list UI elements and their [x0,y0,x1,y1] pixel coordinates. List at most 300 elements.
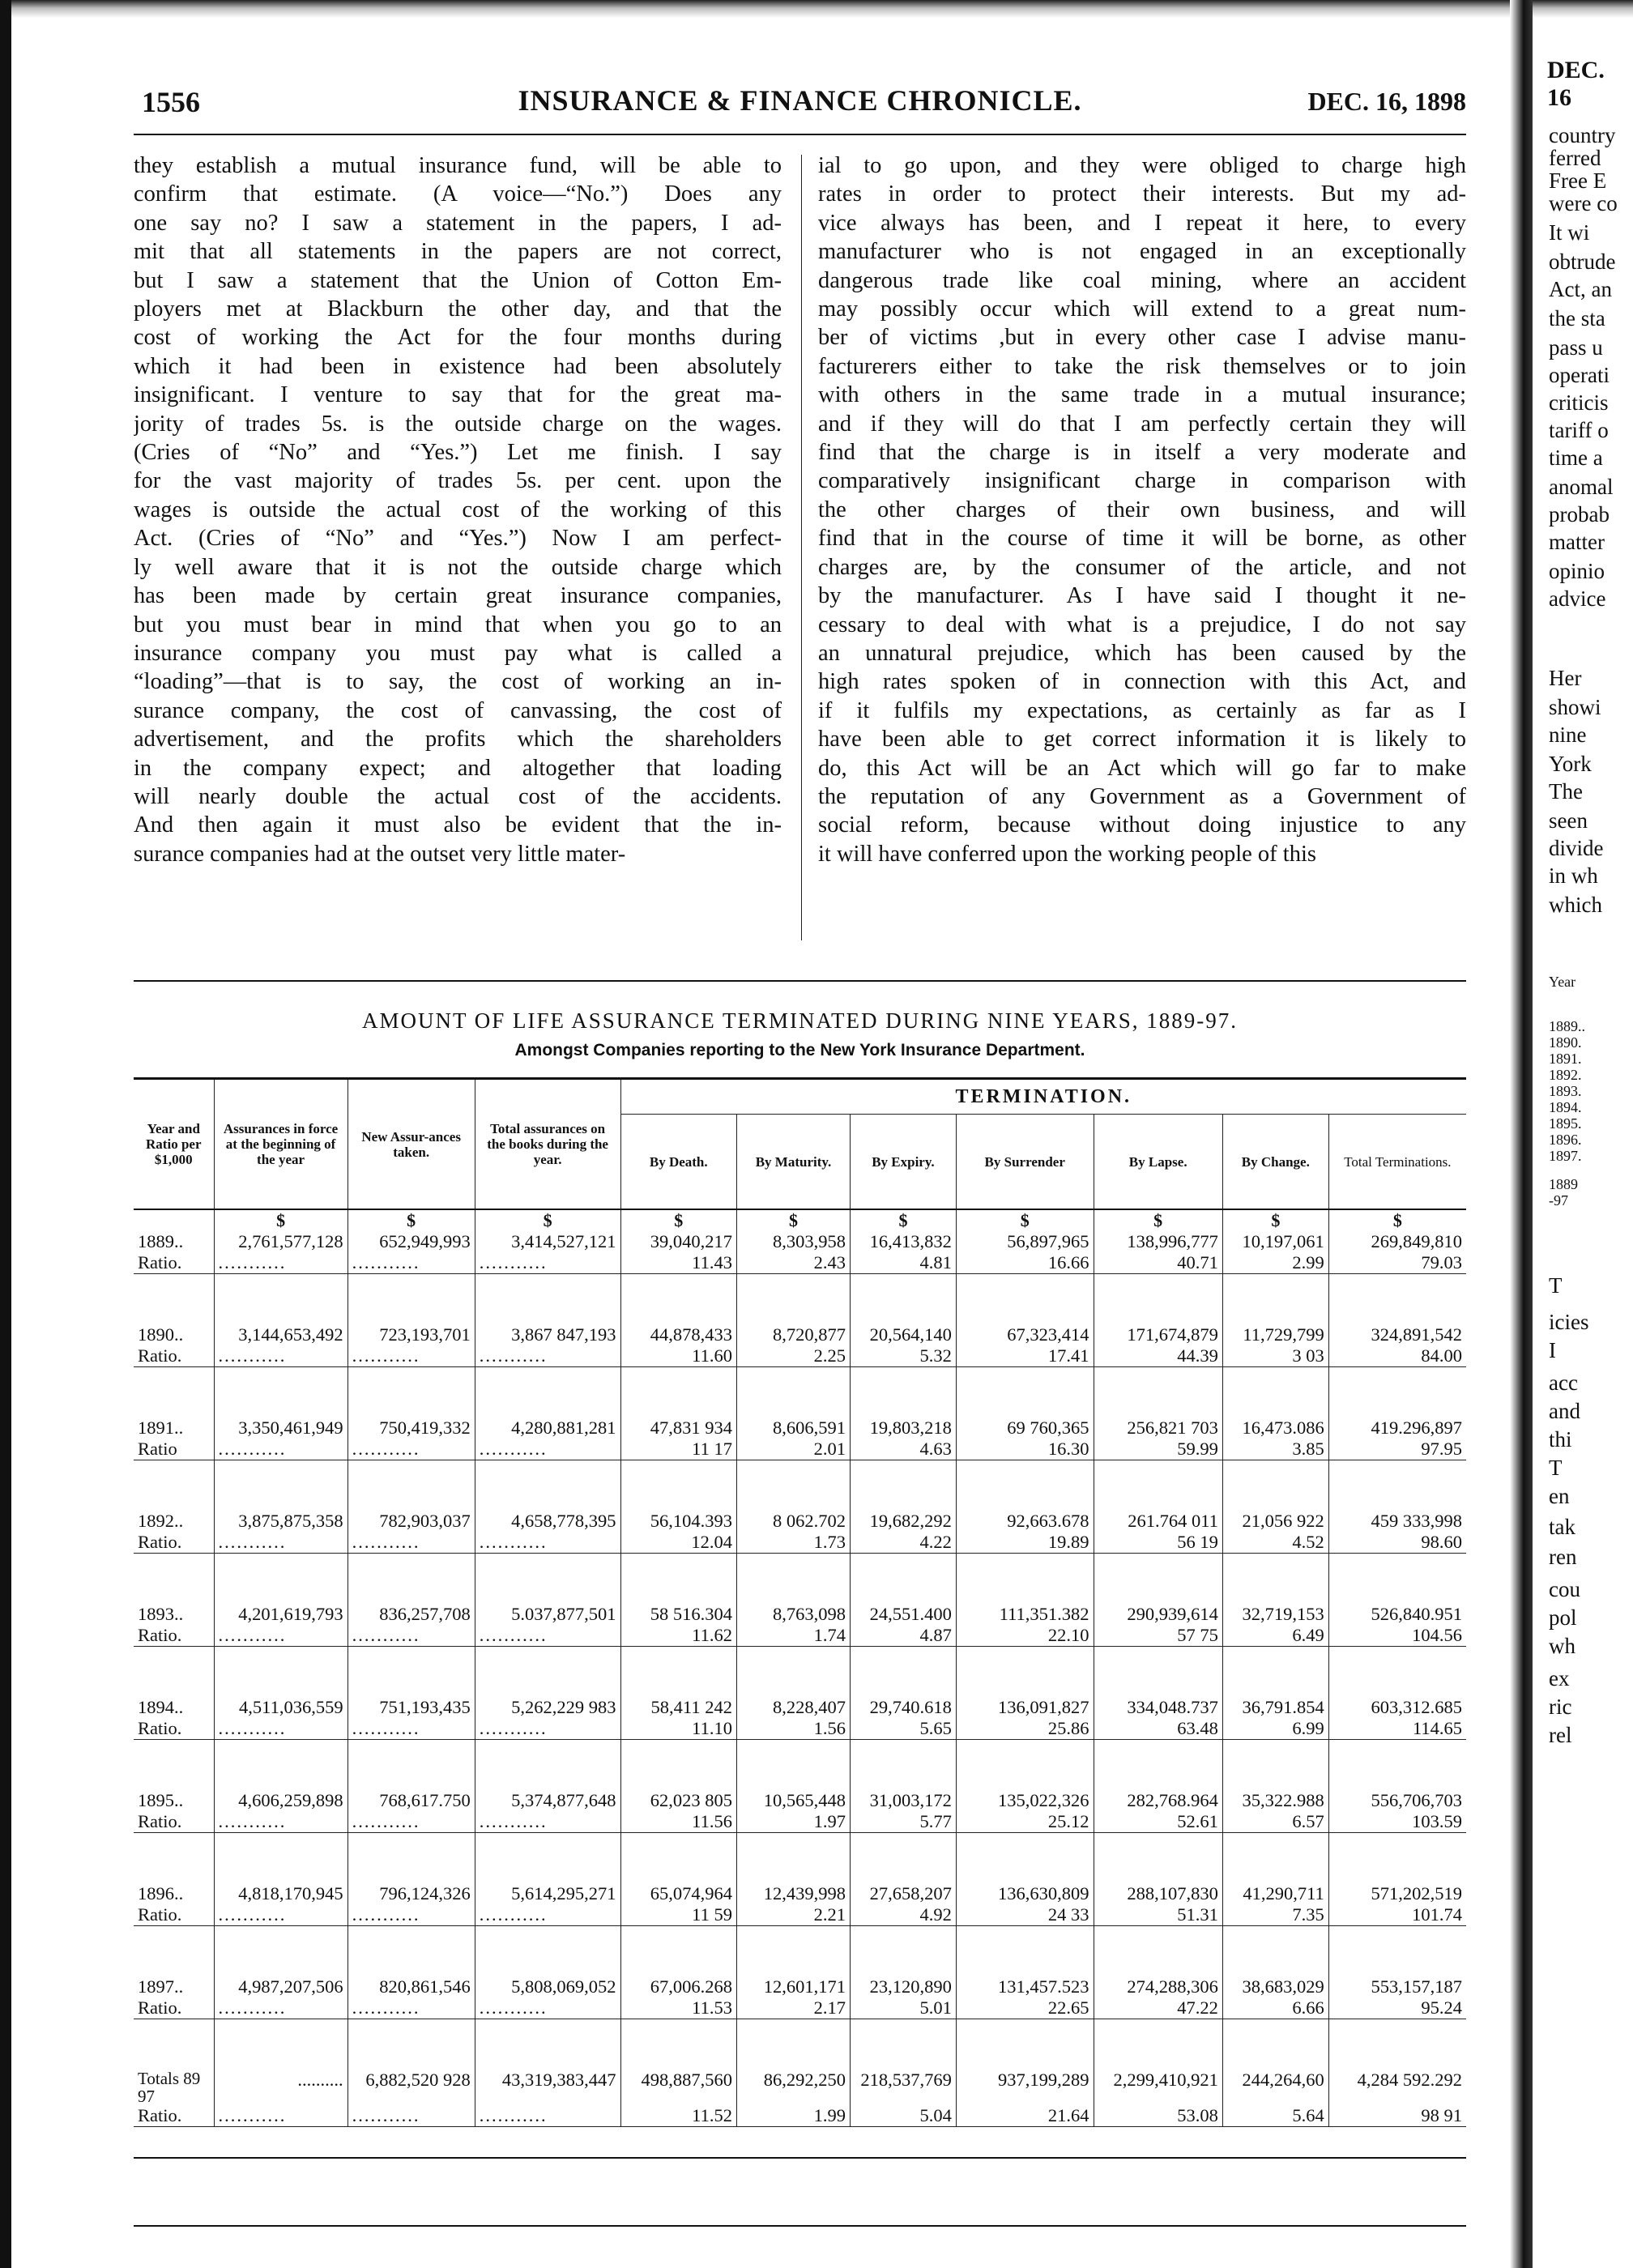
spacer-cell [347,1367,475,1418]
cell-lapse: 171,674,879 [1094,1324,1222,1345]
leader-dots: ........... [214,1252,347,1274]
ratio-row [134,1532,1466,1554]
spacer-cell [1222,1740,1328,1791]
cell-change: 21,056 922 [1222,1511,1328,1532]
spacer-cell [736,1647,850,1698]
spacer-cell [1328,1554,1466,1605]
spacer-cell [134,2019,214,2070]
cell-change: 11,729,799 [1222,1324,1328,1345]
spacer-cell [620,1926,736,1977]
adjacent-page-line: 1897. [1549,1148,1582,1164]
ratio-death: 11.43 [620,1252,736,1274]
ratio-death: 11.53 [620,1997,736,2019]
spacer-cell [134,1367,214,1418]
ratio-row [134,1345,1466,1367]
cell-change: 16,473.086 [1222,1418,1328,1439]
article-line: by the manufacturer. As I have said I thought it ne- [818,583,1466,609]
cell-new: 652,949,993 [347,1231,475,1252]
ratio-lapse: 52.61 [1094,1811,1222,1833]
spacer-cell [1094,1740,1222,1791]
col-header-expiry: By Expiry. [850,1115,956,1210]
cell-in-force: 4,987,207,506 [214,1976,347,1997]
currency-symbol: $ [1094,1209,1222,1231]
ratio-change: 7.35 [1222,1904,1328,1926]
article-line: one say no? I saw a statement in the papers, I ad- [134,210,782,236]
cell-total-term: 526,840.951 [1371,1604,1462,1624]
leader-dots: ........... [475,1811,620,1833]
article-line: insignificant. I venture to say that for the great ma- [134,382,782,408]
spacer-cell [850,1926,956,1977]
cell-in-force: 3,875,875,358 [214,1511,347,1532]
article-line: if it fulfils my expectations, as certainly as far as I [818,697,1466,723]
cell-maturity: 10,565,448 [736,1790,850,1811]
col-header-in-force: Assurances in force at the beginning of the year [214,1080,347,1209]
article-line: surance companies had at the outset very little mater- [134,841,626,867]
spacer-cell [134,1460,214,1511]
spacer-cell [620,1833,736,1884]
article-line: dangerous trade like coal mining, where an accident [818,267,1466,293]
cell-change: 10,197,061 [1222,1231,1328,1252]
spacer-cell [736,1926,850,1977]
adjacent-page-line: 1891. [1549,1051,1582,1067]
article-column-right [818,151,1466,868]
ratio-surrender: 19.89 [956,1532,1094,1554]
leader-dots: ........... [475,1904,620,1926]
footer-rule [134,2225,1466,2227]
currency-symbol: $ [347,1209,475,1231]
year-label: 1891.. [134,1418,214,1439]
cell-lapse: 261.764 011 [1094,1511,1222,1532]
ratio-total: 79.03 [1328,1252,1466,1274]
ratio-lapse: 57 75 [1094,1625,1222,1647]
cell-lapse: 256,821 703 [1094,1418,1222,1439]
ratio-maturity: 1.73 [736,1532,850,1554]
spacer-cell [347,2019,475,2070]
leader-dots: ........... [475,1625,620,1647]
year-label: 1895.. [134,1790,214,1811]
ratio-total: 95.24 [1328,1997,1466,2019]
leader-dots: ........... [475,1252,620,1274]
spacer-cell [620,1460,736,1511]
leader-dots: ........... [347,1811,475,1833]
adjacent-page-line: time a [1549,446,1603,470]
cell-surrender: 937,199,289 [956,2070,1094,2105]
table-row [134,1697,1466,1718]
cell-expiry: 31,003,172 [850,1790,956,1811]
spacer-cell [475,1926,620,1977]
ratio-maturity: 2.25 [736,1345,850,1367]
table-row [134,1511,1466,1532]
adjacent-page-line: ric [1549,1695,1572,1719]
ratio-expiry: 5.65 [850,1718,956,1740]
cell-total-term: 459 333,998 [1371,1511,1462,1531]
cell-lapse: 2,299,410,921 [1094,2070,1222,2105]
currency-symbol: $ [214,1209,347,1231]
cell-maturity: 8,606,591 [736,1418,850,1439]
adjacent-page-line: pass u [1549,335,1603,360]
adjacent-page-line: 1895. [1549,1115,1582,1132]
spacer-cell [347,1460,475,1511]
leader-dots: ........... [347,1718,475,1740]
article-line: mit that all statements in the papers are not correct, [134,239,782,265]
journal-page [134,77,1466,2232]
leader-dots: ........... [475,1718,620,1740]
adjacent-page-line: -97 [1549,1192,1568,1209]
adjacent-page-line: in wh [1549,863,1598,888]
adjacent-page-line: seen [1549,808,1588,833]
spacer-cell [620,1274,736,1325]
ratio-total: 84.00 [1328,1345,1466,1367]
spacer-cell [620,1554,736,1605]
spacer-cell [1094,1926,1222,1977]
adjacent-page-line: rel [1549,1723,1572,1747]
article-line: it will have conferred upon the working people of this [818,841,1316,867]
cell-lapse: 138,996,777 [1094,1231,1222,1252]
cell-in-force: 3,144,653,492 [214,1324,347,1345]
cell-lapse: 282,768.964 [1094,1790,1222,1811]
journal-title: INSURANCE & FINANCE CHRONICLE. [518,84,1082,117]
spacer-cell [956,1926,1094,1977]
ratio-change: 3 03 [1222,1345,1328,1367]
ratio-maturity: 2.01 [736,1439,850,1460]
adjacent-page-line: It wi [1549,220,1590,245]
cell-total-books: 5,262,229 983 [475,1697,620,1718]
ratio-change: 6.99 [1222,1718,1328,1740]
adjacent-page-line: criticis [1549,390,1609,415]
spacer-cell [134,1647,214,1698]
spacer-cell [956,1367,1094,1418]
article-line: Act. (Cries of “No” and “Yes.”) Now I am perfect- [134,526,782,552]
spacer-cell [1094,1554,1222,1605]
year-label: 1896.. [134,1883,214,1904]
adjacent-page-header: DEC. 16 [1547,57,1605,111]
ratio-label: Ratio. [134,1811,214,1833]
spacer-cell [134,1209,214,1231]
spacer-cell [347,1926,475,1977]
cell-death: 47,831 934 [620,1418,736,1439]
cell-change: 36,791.854 [1222,1697,1328,1718]
spacer-cell [475,1647,620,1698]
cell-death: 39,040,217 [620,1231,736,1252]
col-header-lapse: By Lapse. [1094,1115,1222,1210]
cell-expiry: 23,120,890 [850,1976,956,1997]
spacer-cell [956,1274,1094,1325]
currency-symbol: $ [620,1209,736,1231]
article-line: they establish a mutual insurance fund, will be able to [134,153,782,178]
ratio-lapse: 51.31 [1094,1904,1222,1926]
ratio-expiry: 5.32 [850,1345,956,1367]
page-header [134,77,1466,126]
ratio-expiry: 4.63 [850,1439,956,1460]
spacer-cell [1222,1926,1328,1977]
ratio-maturity: 2.21 [736,1904,850,1926]
cell-surrender: 135,022,326 [956,1790,1094,1811]
spacer-cell [736,1460,850,1511]
ratio-change: 6.49 [1222,1625,1328,1647]
spacer-cell [1328,1926,1466,1977]
page-gutter-shadow [1510,0,1533,2268]
ratio-lapse: 47.22 [1094,1997,1222,2019]
currency-symbol: $ [1392,1210,1402,1230]
table-title: AMOUNT OF LIFE ASSURANCE TERMINATED DURING NINE YEARS, 1889-97. [361,1008,1239,1033]
adjacent-page-line: en [1549,1484,1570,1508]
article-line: but you must bear in mind that when you go to an [134,612,782,637]
ratio-label: Ratio. [134,1252,214,1274]
ratio-expiry: 5.04 [850,2105,956,2127]
spacer-cell [850,1367,956,1418]
article-line: And then again it must also be evident that the in- [134,812,782,838]
ratio-expiry: 5.77 [850,1811,956,1833]
ratio-total: 97.95 [1328,1439,1466,1460]
adjacent-page-line: T [1549,1456,1563,1480]
article-line: ployers met at Blackburn the other day, and that the [134,296,782,322]
adjacent-page-line: acc [1549,1371,1578,1395]
ratio-maturity: 2.43 [736,1252,850,1274]
article-line: have been able to get correct information it is likely to [818,727,1466,752]
ratio-surrender: 21.64 [956,2105,1094,2127]
cell-expiry: 27,658,207 [850,1883,956,1904]
spacer-cell [134,1274,214,1325]
article-line: manufacturer who is not engaged in an exceptionally [818,239,1466,265]
spacer-cell [214,1554,347,1605]
ratio-row [134,1811,1466,1833]
ratio-label: Ratio. [134,2105,214,2127]
article-line: ber of victims ,but in every other case I advise manu- [818,325,1466,351]
article-line: high rates spoken of in connection with this Act, and [818,669,1466,695]
ratio-maturity: 1.97 [736,1811,850,1833]
cell-change: 244,264,60 [1222,2070,1328,2105]
spacer-cell [736,1274,850,1325]
adjacent-page-line: 1894. [1549,1099,1582,1115]
spacer-cell [1222,1647,1328,1698]
cell-total-term: 603,312.685 [1371,1697,1462,1717]
spacer-cell [1094,2019,1222,2070]
year-label: 1892.. [134,1511,214,1532]
spacer-cell [347,1274,475,1325]
ratio-lapse: 59.99 [1094,1439,1222,1460]
ratio-expiry: 5.01 [850,1997,956,2019]
article-line: rates in order to protect their interests. But my ad- [818,181,1466,207]
spacer-cell [1222,1367,1328,1418]
leader-dots: ........... [214,1811,347,1833]
adjacent-page-line: were co [1549,191,1618,215]
leader-dots: ........... [475,1439,620,1460]
cell-new: 6,882,520 928 [347,2070,475,2105]
section-rule [134,980,1466,982]
cell-death: 65,074,964 [620,1883,736,1904]
table-row [134,1418,1466,1439]
ratio-change: 6.66 [1222,1997,1328,2019]
ratio-lapse: 44.39 [1094,1345,1222,1367]
adjacent-page-line: Year [1549,974,1576,990]
adjacent-page-line: T [1549,1273,1563,1298]
spacer-cell [956,1740,1094,1791]
article-line: ly well aware that it is not the outside charge which [134,554,782,580]
adjacent-page-line: obtrude [1549,249,1616,274]
header-rule [134,134,1466,135]
adjacent-page-line: advice [1549,586,1606,611]
cell-maturity: 12,439,998 [736,1883,850,1904]
cell-maturity: 8,228,407 [736,1697,850,1718]
cell-new: 768,617.750 [347,1790,475,1811]
table-row [134,1231,1466,1252]
spacer-cell [214,1926,347,1977]
year-label: 1889.. [134,1231,214,1252]
ratio-lapse: 40.71 [1094,1252,1222,1274]
adjacent-page-line: 1889.. [1549,1018,1585,1034]
ratio-lapse: 63.48 [1094,1718,1222,1740]
cell-surrender: 136,091,827 [956,1697,1094,1718]
article-line: in the company expect; and altogether that loading [134,755,782,781]
article-line: wages is outside the actual cost of the working of this [134,497,782,522]
cell-new: 820,861,546 [347,1976,475,1997]
spacer-cell [214,1740,347,1791]
spacer-cell [850,1647,956,1698]
adjacent-page-line: which [1549,893,1602,917]
cell-new: 751,193,435 [347,1697,475,1718]
cell-expiry: 20,564,140 [850,1324,956,1345]
ratio-maturity: 2.17 [736,1997,850,2019]
leader-dots: ........... [475,1345,620,1367]
article-line: comparatively insignificant charge in comparison with [818,468,1466,494]
cell-total-books: 43,319,383,447 [475,2070,620,2105]
ratio-total: 98 91 [1328,2105,1466,2127]
article-line: has been made by certain great insurance companies, [134,583,782,609]
cell-expiry: 29,740.618 [850,1697,956,1718]
cell-total-books: 4,280,881,281 [475,1418,620,1439]
spacer-cell [1328,1740,1466,1791]
cell-death: 498,887,560 [620,2070,736,2105]
col-header-change: By Change. [1222,1115,1328,1210]
article-line: social reform, because without doing injustice to any [818,812,1466,838]
ratio-expiry: 4.92 [850,1904,956,1926]
adjacent-page-line: showi [1549,695,1601,719]
spacer-cell [850,1460,956,1511]
article-line: “loading”—that is to say, the cost of working an in- [134,669,782,695]
cell-new: 796,124,326 [347,1883,475,1904]
ratio-row [134,1904,1466,1926]
table-row [134,1604,1466,1625]
currency-symbol: $ [736,1209,850,1231]
cell-new: 782,903,037 [347,1511,475,1532]
ratio-lapse: 56 19 [1094,1532,1222,1554]
adjacent-page-line: icies [1549,1310,1589,1334]
data-table [134,1080,1466,2127]
cell-maturity: 8,720,877 [736,1324,850,1345]
ratio-row [134,2105,1466,2127]
spacer-cell [214,1460,347,1511]
adjacent-page-line: 1890. [1549,1034,1582,1051]
cell-total-term: 553,157,187 [1371,1976,1462,1997]
spacer-cell [850,1833,956,1884]
ratio-row [134,1718,1466,1740]
column-divider [801,155,802,940]
termination-group-header: TERMINATION. [620,1080,1466,1115]
spacer-cell [850,1274,956,1325]
cell-expiry: 24,551.400 [850,1604,956,1625]
ratio-change: 4.52 [1222,1532,1328,1554]
cell-lapse: 290,939,614 [1094,1604,1222,1625]
spacer-cell [475,1367,620,1418]
cell-surrender: 92,663.678 [956,1511,1094,1532]
cell-total-term: 324,891,542 [1371,1324,1462,1345]
adjacent-page-line: country [1549,123,1616,147]
cell-death: 58,411 242 [620,1697,736,1718]
article-line: ial to go upon, and they were obliged to charge high [818,153,1466,178]
cell-change: 38,683,029 [1222,1976,1328,1997]
year-label: Totals 89 97 [134,2070,214,2105]
ratio-death: 11.52 [620,2105,736,2127]
ratio-label: Ratio. [134,1625,214,1647]
spacer-cell [1328,1833,1466,1884]
spacer-cell [475,1460,620,1511]
table-row [134,2070,1466,2105]
ratio-expiry: 4.81 [850,1252,956,1274]
adjacent-page-line: tariff o [1549,418,1609,442]
cell-total-books: 5,374,877,648 [475,1790,620,1811]
spacer-cell [1222,1274,1328,1325]
table-row [134,1324,1466,1345]
adjacent-page-fragment [1539,0,1633,2268]
leader-dots: ........... [347,1625,475,1647]
spacer-cell [736,1367,850,1418]
issue-date: DEC. 16, 1898 [1307,87,1466,116]
ratio-death: 11.60 [620,1345,736,1367]
article-line: the reputation of any Government as a Government of [818,783,1466,809]
leader-dots: ........... [214,1439,347,1460]
article-line: and if they will do that I am perfectly certain they will [818,411,1466,437]
table-subtitle: Amongst Companies reporting to the New York Insurance Department. [514,1041,1085,1059]
spacer-cell [956,1554,1094,1605]
leader-dots: ........... [214,1345,347,1367]
spacer-cell [1328,1647,1466,1698]
spacer-cell [347,1833,475,1884]
spacer-cell [214,1833,347,1884]
cell-death: 44,878,433 [620,1324,736,1345]
col-header-maturity: By Maturity. [736,1115,850,1210]
year-label: 1897.. [134,1976,214,1997]
cell-total-books: 5.037,877,501 [475,1604,620,1625]
cell-lapse: 334,048.737 [1094,1697,1222,1718]
col-header-death: By Death. [620,1115,736,1210]
cell-total-term: 571,202,519 [1371,1883,1462,1904]
spacer-cell [620,1740,736,1791]
cell-surrender: 131,457.523 [956,1976,1094,1997]
spacer-cell [736,1554,850,1605]
currency-symbol: $ [956,1209,1094,1231]
ratio-total: 103.59 [1328,1811,1466,1833]
leader-dots: ........... [475,1532,620,1554]
article-line: (Cries of “No” and “Yes.”) Let me finish. I say [134,440,782,466]
adjacent-page-line: The [1549,779,1583,804]
ratio-death: 11 17 [620,1439,736,1460]
article-line: charges are, by the consumer of the article, and not [818,554,1466,580]
adjacent-page-line: 1889 [1549,1176,1578,1192]
adjacent-page-line: nine [1549,723,1587,747]
leader-dots: ........... [475,2105,620,2127]
currency-symbol: $ [1222,1209,1328,1231]
article-line: an unnatural prejudice, which has been caused by the [818,640,1466,666]
spacer-cell [475,1740,620,1791]
leader-dots: ........... [347,1997,475,2019]
cell-death: 58 516.304 [620,1604,736,1625]
cell-maturity: 8 062.702 [736,1511,850,1532]
adjacent-page-line: operati [1549,363,1610,387]
adjacent-page-line: ren [1549,1545,1577,1569]
spacer-cell [475,1274,620,1325]
adjacent-page-line: pol [1549,1605,1577,1630]
adjacent-page-line: I [1549,1338,1556,1362]
